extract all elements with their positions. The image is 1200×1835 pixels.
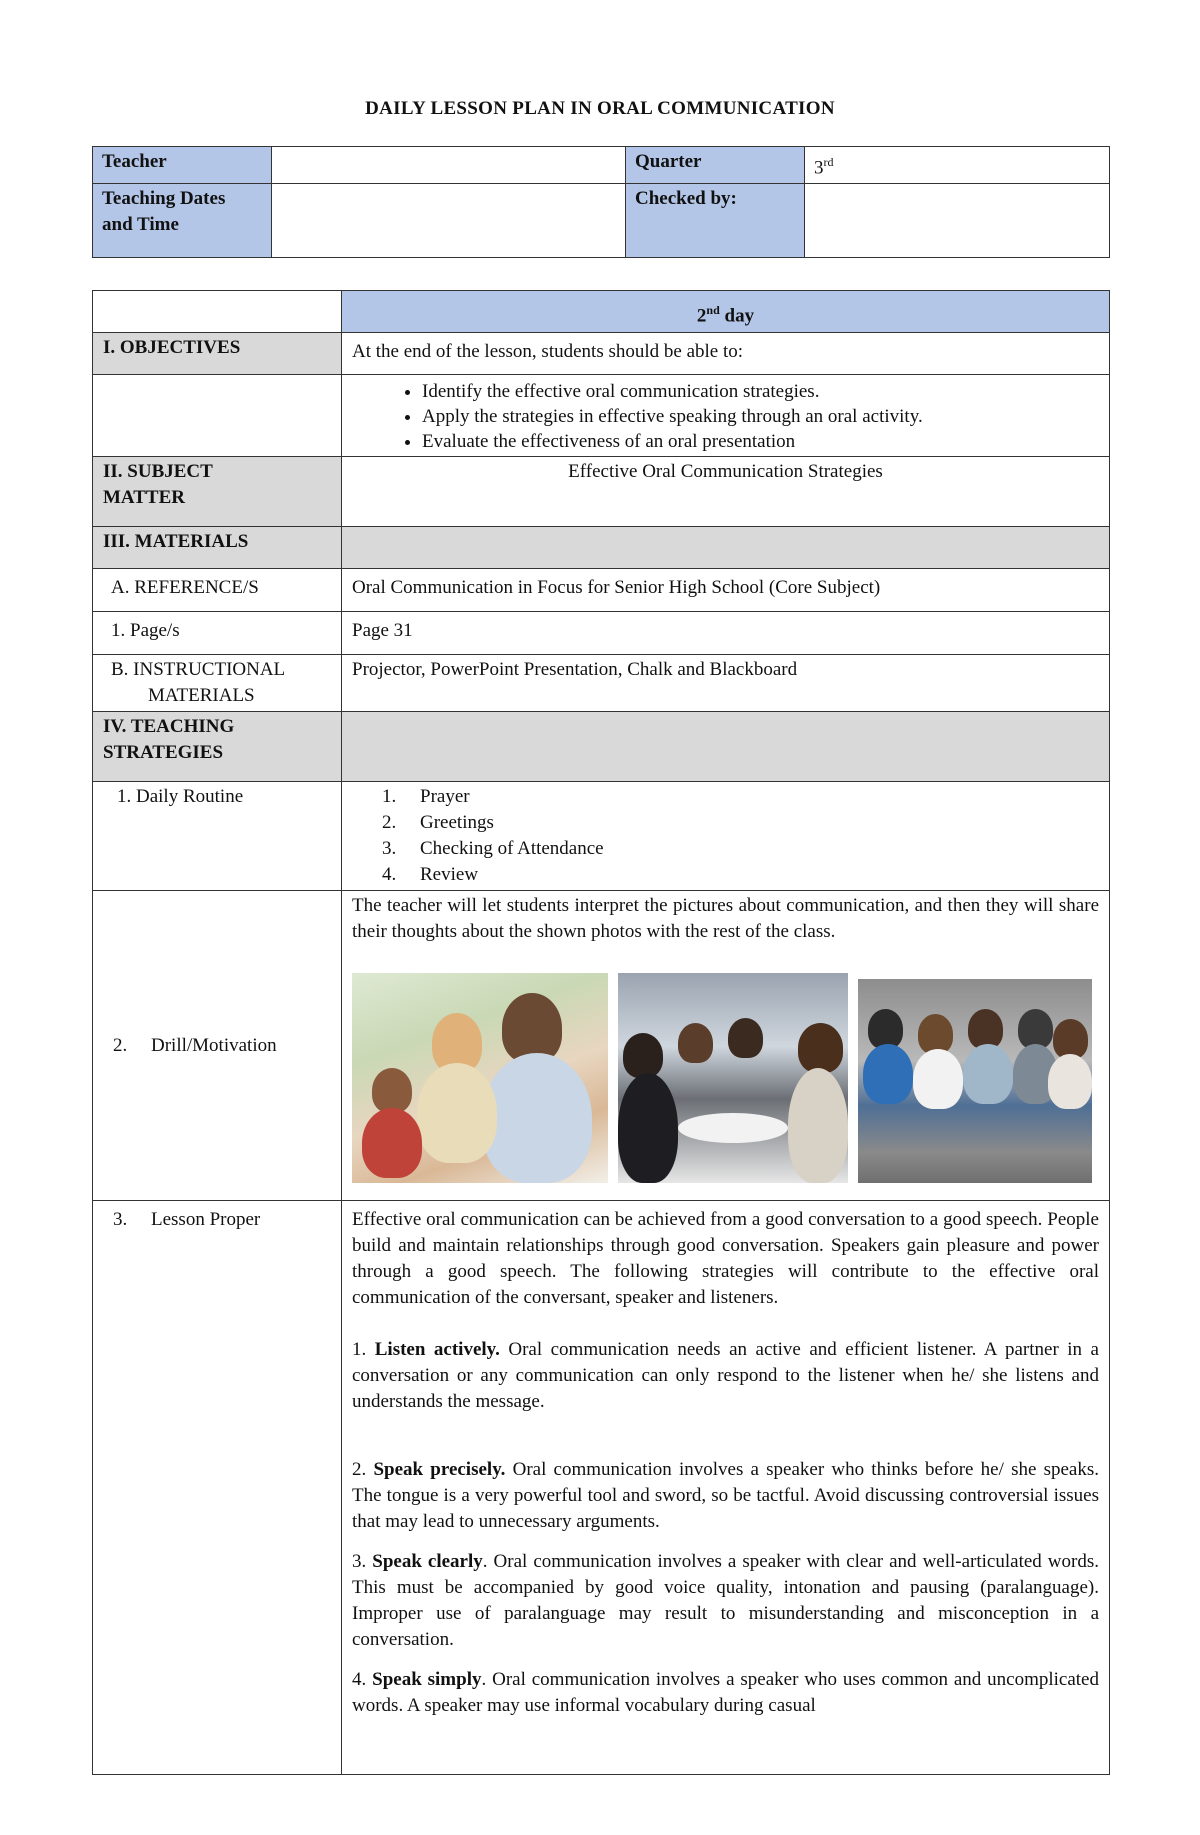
strategies-label-line1: IV. TEACHING (103, 716, 235, 737)
checked-by-label: Checked by: (626, 184, 805, 258)
objectives-list (352, 379, 1099, 454)
strategy-heading: Speak clearly (372, 1551, 483, 1572)
pages-value: Page 31 (342, 612, 1110, 655)
teaching-strategies-label (93, 712, 342, 782)
dates-field[interactable] (272, 184, 626, 258)
teacher-label: Teacher (93, 147, 272, 184)
objectives-list-cell (342, 375, 1110, 457)
quarter-number: 3 (814, 157, 824, 179)
strategy-heading: Speak precisely. (373, 1459, 506, 1480)
page-title: DAILY LESSON PLAN IN ORAL COMMUNICATION (365, 98, 835, 119)
materials-label: III. MATERIALS (93, 527, 342, 569)
dates-label-line2: and Time (102, 214, 179, 236)
instructional-materials-value: Projector, PowerPoint Presentation, Chalk and Blackboard (342, 655, 1110, 712)
friends-sitting-photo (858, 979, 1092, 1183)
strategy-heading: Listen actively. (374, 1339, 500, 1360)
instr-label-line2: MATERIALS (148, 685, 255, 706)
strategy-text: Oral communication involves a speaker who thinks before he/ she speaks. The tongue is a very powerful tool and sword, so be tactful. Avoid discussing controversial issues that may lead to unnecessary arguments. (352, 1459, 1100, 1532)
subject-matter-value: Effective Oral Communication Strategies (342, 457, 1110, 527)
strategy-item (352, 1337, 1099, 1415)
daily-routine-label: 1. Daily Routine (93, 782, 342, 891)
lesson-proper-label: 3. Lesson Proper (93, 1201, 342, 1775)
strategy-heading: Speak simply (372, 1669, 482, 1690)
objective-item: • Identify the effective oral communication strategies. (422, 379, 1099, 404)
strategy-text: . Oral communication involves a speaker with clear and well-articulated words. This must be accompanied by good voice quality, intonation and pausing (paralanguage). Improper use of paralanguage may result to misunderstanding and misconception in a conversation. (352, 1551, 1099, 1650)
day-header (342, 291, 1110, 333)
lesson-intro: Effective oral communication can be achieved from a good conversation to a good speech. People build and maintain relationships through good conversation. Speakers gain pleasure and power through a good speech. The following strategies will contribute to the effective oral communication of the conversant, speaker and listeners. (352, 1209, 1099, 1308)
daily-routine-list (352, 784, 1099, 888)
strategy-item (352, 1549, 1099, 1653)
office-meeting-photo (618, 973, 848, 1183)
instr-label-line1: B. INSTRUCTIONAL (111, 659, 286, 680)
routine-item: 2. Greetings (382, 812, 494, 833)
strategies-label-line2: STRATEGIES (103, 742, 224, 763)
subject-label-line1: II. SUBJECT (103, 461, 213, 482)
reference-value: Oral Communication in Focus for Senior High School (Core Subject) (342, 569, 1110, 612)
day-number: 2 (696, 305, 707, 327)
teacher-field[interactable] (272, 147, 626, 184)
drill-motivation-label: 2. Drill/Motivation (93, 891, 342, 1201)
objective-item: • Evaluate the effectiveness of an oral presentation (422, 429, 1099, 454)
strategy-item (352, 1667, 1099, 1719)
day-word: day (719, 305, 755, 327)
objective-item: • Apply the strategies in effective speaking through an oral activity. (422, 404, 1099, 429)
empty-corner-cell (93, 291, 342, 333)
routine-item: 1. Prayer (382, 786, 470, 807)
strategy-number: 1. (352, 1339, 375, 1360)
quarter-field[interactable] (805, 147, 1110, 184)
photo-row (352, 973, 1099, 1183)
family-cooking-photo (352, 973, 608, 1183)
quarter-label: Quarter (626, 147, 805, 184)
strategy-number: 4. (352, 1669, 373, 1690)
daily-routine-cell (342, 782, 1110, 891)
quarter-suffix: rd (823, 155, 834, 169)
strategy-item (352, 1457, 1099, 1535)
drill-motivation-cell (342, 891, 1110, 1201)
drill-text: The teacher will let students interpret the pictures about communication, and then they will share their thoughts about the shown photos with the rest of the class. (352, 895, 1099, 942)
objectives-label: I. OBJECTIVES (93, 333, 342, 375)
objectives-blank-cell (93, 375, 342, 457)
pages-label: 1. Page/s (93, 612, 342, 655)
strategy-number: 2. (352, 1459, 374, 1480)
teaching-strategies-blank (342, 712, 1110, 782)
day-suffix: nd (706, 303, 720, 317)
materials-blank (342, 527, 1110, 569)
strategy-text: Oral communication needs an active and efficient listener. A partner in a conversation or any communication can only respond to the listener when he/ she listens and understands the message. (352, 1339, 1099, 1412)
objectives-intro: At the end of the lesson, students should be able to: (342, 333, 1110, 375)
subject-label-line2: MATTER (103, 487, 185, 508)
lesson-proper-cell (342, 1201, 1110, 1775)
checked-by-field[interactable] (805, 184, 1110, 258)
dates-label (93, 184, 272, 258)
strategy-number: 3. (352, 1551, 373, 1572)
strategy-text: . Oral communication involves a speaker who uses common and uncomplicated words. A speaker may use informal vocabulary during casual (352, 1669, 1099, 1716)
lesson-plan-table (92, 290, 1110, 1775)
dates-label-line1: Teaching Dates (102, 188, 226, 210)
reference-label: A. REFERENCE/S (93, 569, 342, 612)
teacher-info-table (92, 146, 1110, 258)
subject-matter-label (93, 457, 342, 527)
routine-item: 3. Checking of Attendance (382, 838, 604, 859)
instructional-materials-label (93, 655, 342, 712)
routine-item: 4. Review (382, 864, 479, 885)
